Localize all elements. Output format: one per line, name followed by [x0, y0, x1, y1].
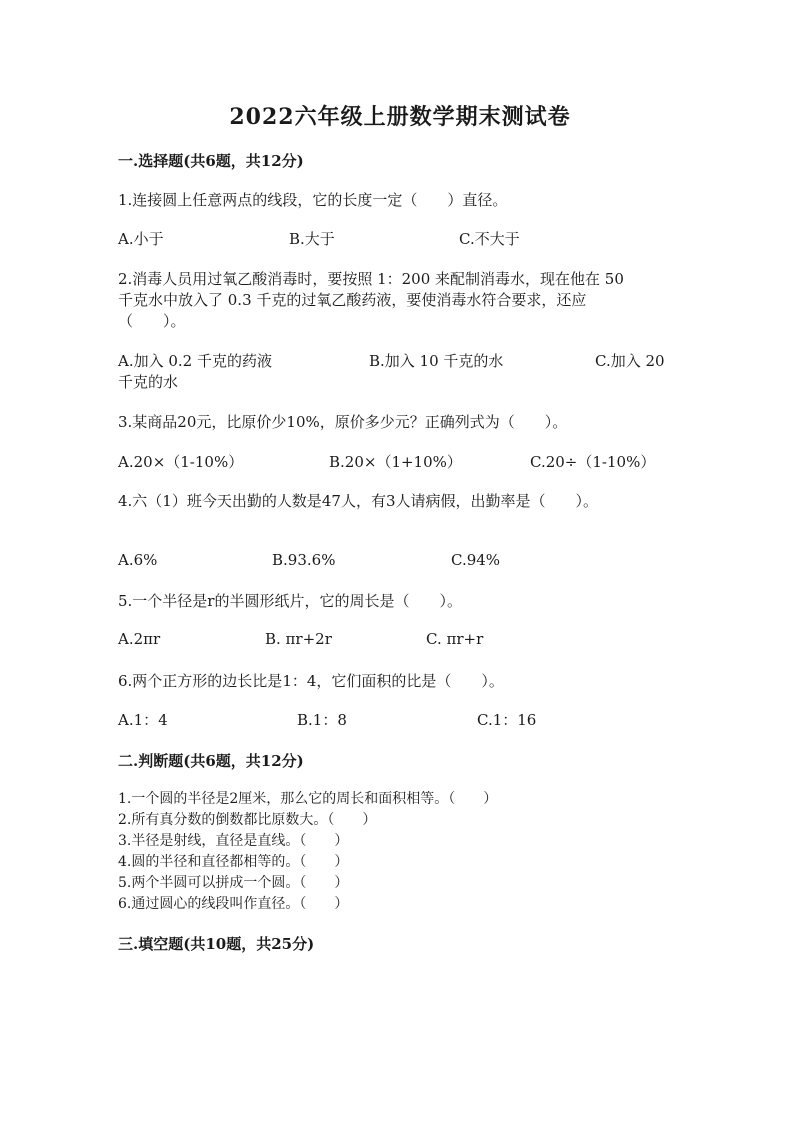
page-title: 2022六年级上册数学期末测试卷 [229, 104, 571, 130]
q3-option-c: C.20÷（1-10%） [530, 453, 656, 471]
question-6-text: 6.两个正方形的边长比是1：4，它们面积的比是（ ）。 [118, 672, 504, 690]
q3-option-b: B.20×（1+10%） [329, 453, 462, 471]
q1-option-c: C.不大于 [459, 230, 520, 248]
question-2-text-line2: 千克水中放入了 0.3 千克的过氧乙酸药液，要使消毒水符合要求，还应 [118, 291, 587, 309]
question-4-text: 4.六（1）班今天出勤的人数是47人，有3人请病假，出勤率是（ ）。 [118, 492, 598, 510]
q4-option-a: A.6% [118, 551, 158, 569]
q3-option-a: A.20×（1-10%） [118, 453, 244, 471]
q5-option-b: B. πr+2r [265, 630, 332, 648]
q6-option-a: A.1：4 [118, 711, 168, 729]
q1-option-b: B.大于 [289, 230, 335, 248]
q4-option-c: C.94% [451, 551, 501, 569]
question-1-text: 1.连接圆上任意两点的线段，它的长度一定（ ）直径。 [118, 191, 508, 209]
question-2-text-line1: 2.消毒人员用过氧乙酸消毒时，要按照 1：200 来配制消毒水，现在他在 50 [118, 270, 624, 288]
judge-item-6: 6.通过圆心的线段叫作直径。（ ） [118, 896, 349, 912]
q2-option-a: A.加入 0.2 千克的药液 [118, 352, 272, 370]
q2-option-c: C.加入 20 [595, 352, 665, 370]
question-2-text-line3: （ ）。 [118, 312, 186, 330]
judge-item-3: 3.半径是射线，直径是直线。（ ） [118, 833, 349, 849]
judge-item-4: 4.圆的半径和直径都相等的。（ ） [118, 854, 349, 870]
judge-item-2: 2.所有真分数的倒数都比原数大。（ ） [118, 812, 377, 828]
q2-option-b: B.加入 10 千克的水 [369, 352, 504, 370]
q6-option-c: C.1：16 [477, 711, 537, 729]
section-heading-choice: 一.选择题(共6题，共12分) [118, 152, 304, 170]
q4-option-b: B.93.6% [272, 551, 336, 569]
question-3-text: 3.某商品20元，比原价少10%，原价多少元？正确列式为（ ）。 [118, 413, 568, 431]
judge-item-1: 1.一个圆的半径是2厘米，那么它的周长和面积相等。（ ） [118, 791, 498, 807]
q1-option-a: A.小于 [118, 230, 164, 248]
question-5-text: 5.一个半径是r的半圆形纸片，它的周长是（ ）。 [118, 592, 462, 610]
section-heading-fill: 三.填空题(共10题，共25分) [118, 935, 315, 953]
q5-option-a: A.2πr [118, 630, 161, 648]
q6-option-b: B.1：8 [297, 711, 347, 729]
section-heading-judge: 二.判断题(共6题，共12分) [118, 752, 304, 770]
judge-item-5: 5.两个半圆可以拼成一个圆。（ ） [118, 875, 349, 891]
q2-option-c-continued: 千克的水 [118, 373, 179, 391]
q5-option-c: C. πr+r [426, 630, 484, 648]
